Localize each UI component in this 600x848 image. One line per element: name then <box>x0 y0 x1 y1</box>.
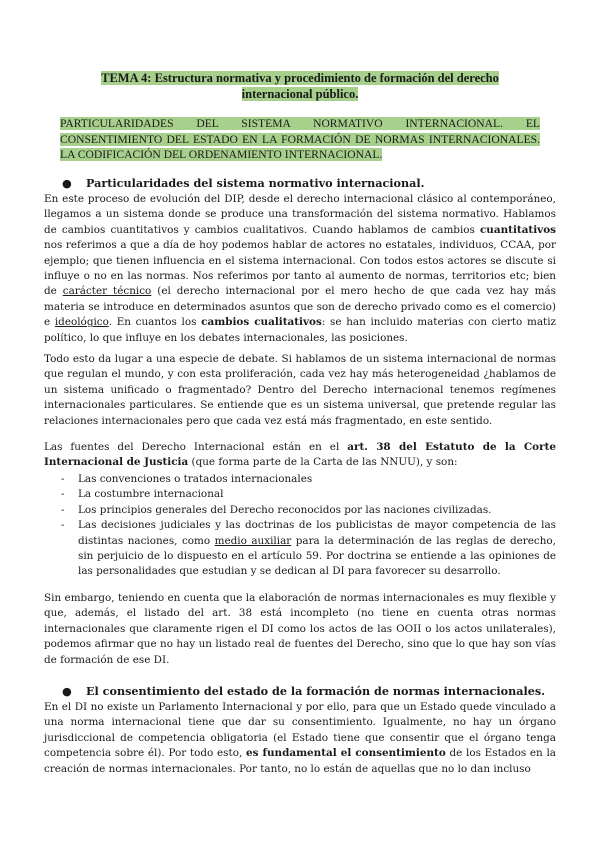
section2-heading <box>62 684 545 698</box>
section1-heading <box>62 176 425 190</box>
title-line-2: internacional público. <box>241 87 359 101</box>
bullet-icon: ● <box>62 176 72 190</box>
section1-paragraph-2: Todo esto da lugar a una especie de debate. Si hablamos de un sistema internacional de normas que regulan el mundo, y con esta proliferación, cada vez hay más heterogeneidad ¿hablamos de un sistema unificado o fragmentado? Dentro del Derecho internacional tenemos regímenes internacionales particulares. Se entiende que es un sistema universal, que pretende regular las relaciones internacionales pero que cada vez está más fragmentado, en este sentido. <box>44 353 556 427</box>
section2-paragraph-1: En el DI no existe un Parlamento Internacional y por ello, para que un Estado quede vinculado a una norma internacional tiene que dar su consentimiento. Igualmente, no hay un órgano jurisdiccional de competencia obligatoria (el Estado tiene que consentir que el órgano tenga competencia sobre él). Por todo esto, es fundamental el consentimiento de los Estados en la creación de normas internacionales. Por tanto, no lo están de aquellas que no lo dan incluso <box>44 701 556 775</box>
section1-paragraph-1: En este proceso de evolución del DIP, desde el derecho internacional clásico al contemporáneo, llegamos a un sistema donde se produce una transformación del sistema normativo. Hablamos de cambios cuantitativos y cambios cualitativos. Cuando hablamos de cambios cuantitativos nos referimos a que a día de hoy podemos hablar de actores no estatales, individuos, CCAA, por ejemplo; que tienen influencia en el sistema internacional. Con todos estos actores se discute si influye o no en las normas. Nos referimos por tanto al aumento de normas, territorios etc; bien de carácter técnico (el derecho internacional por el mero hecho de que cada vez hay más materia se introduce en determinados asuntos que son de derecho privado como es el comercio) e ideológico. En cuantos los cambios cualitativos: se han incluido materias con cierto matiz político, lo que influye en los debates internacionales, las posiciones. <box>44 193 557 344</box>
list-item: - Las convenciones o tratados internacionales <box>44 472 556 487</box>
sources-list <box>44 472 556 580</box>
bullet-icon: ● <box>62 684 72 698</box>
section2-heading-text: El consentimiento del estado de la formación de normas internacionales. <box>86 684 546 698</box>
list-item: - Los principios generales del Derecho reconocidos por las naciones civilizadas. <box>44 503 556 518</box>
list-item: - La costumbre internacional <box>44 487 556 502</box>
section1-heading-text: Particularidades del sistema normativo internacional. <box>86 176 425 190</box>
section1-paragraph-3: Las fuentes del Derecho Internacional están en el art. 38 del Estatuto de la Corte Internacional de Justicia (que forma parte de la Carta de las NNUU), y son: <box>44 441 556 469</box>
section1-paragraph-4: Sin embargo, teniendo en cuenta que la elaboración de normas internacionales es muy flexible y que, además, el listado del art. 38 está incompleto (no tiene en cuenta otras normas internacionales que claramente rigen el DI como los actos de las OOII o los actos unilaterales), podemos afirmar que no hay un listado real de fuentes del Derecho, sino que lo que hay son vías de formación de ese DI. <box>44 592 556 666</box>
document-title <box>60 70 540 102</box>
title-line-1: TEMA 4: Estructura normativa y procedimiento de formación del derecho <box>101 71 499 85</box>
list-item: - Las decisiones judiciales y las doctrinas de los publicistas de mayor competencia de las distintas naciones, como medio auxiliar para la determinación de las reglas de derecho, sin perjuicio de lo dispuesto en el artículo 59. Por doctrina se entiende a las opiniones de las personalidades que estudian y se dedican al DI para favorecer su desarrollo. <box>44 518 556 580</box>
section-subtitle: PARTICULARIDADES DEL SISTEMA NORMATIVO INTERNACIONAL. EL CONSENTIMIENTO DEL ESTADO EN LA FORMACIÓN DE NORMAS INTERNACIONALES. LA CODIFICACIÓN DEL ORDENAMIENTO INTERNACIONAL. <box>60 117 540 161</box>
